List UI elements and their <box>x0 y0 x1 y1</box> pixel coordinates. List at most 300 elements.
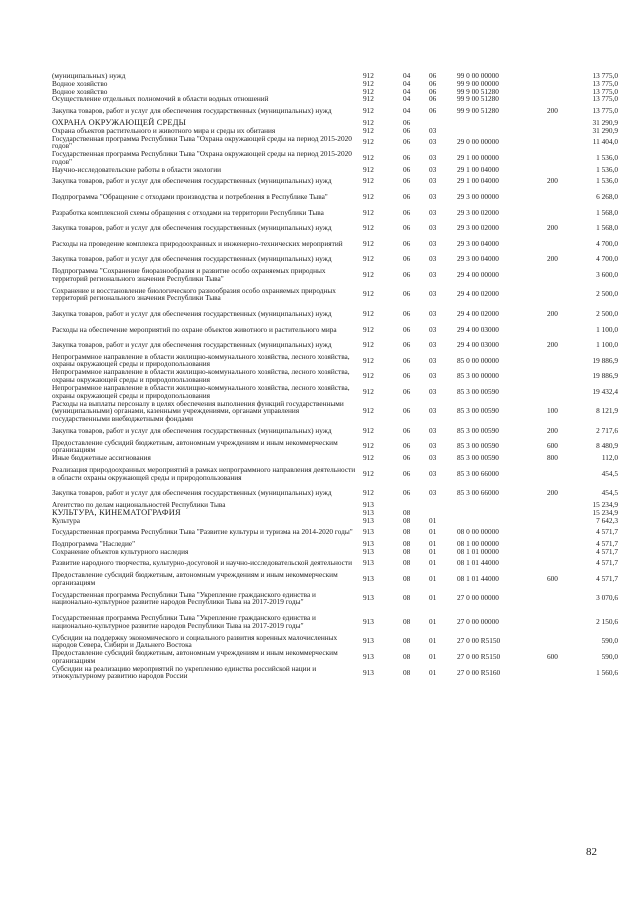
table-row <box>52 166 618 174</box>
row-amount: 1 100,0 <box>596 340 618 350</box>
row-ved-code: 913 <box>363 593 374 603</box>
table-row <box>52 524 618 540</box>
row-name: Культура <box>52 515 80 525</box>
row-name: (муниципальных) нужд <box>52 71 126 81</box>
row-expense-type-code: 800 <box>547 453 558 463</box>
row-subsection-code: 03 <box>429 453 437 463</box>
row-target-article-code <box>457 509 547 517</box>
row-ved-code: 913 <box>363 574 374 583</box>
row-section-code: 06 <box>403 137 411 147</box>
row-target-article-code: 29 4 00 02000 <box>457 308 499 318</box>
row-expense-type-code <box>547 150 575 166</box>
row-ved-code: 912 <box>363 269 374 279</box>
row-name: Развитие народного творчества, культурно-досуговой и научно-исследовательской деятельности <box>52 558 353 568</box>
row-ved-code: 912 <box>363 468 374 478</box>
row-amount: 13 775,0 <box>592 71 618 81</box>
row-section-code: 04 <box>403 94 411 104</box>
row-amount: 2 500,0 <box>596 308 618 318</box>
row-section-code: 06 <box>403 207 411 217</box>
row-target-article-code: 85 3 00 00590 <box>457 406 499 416</box>
row-name: Государственная программа Республики Тыва "Укрепление гражданского единства и национально-культурное развитие народов Республики Тыва на 2017-2019 годы" <box>52 613 316 630</box>
row-section-code: 06 <box>403 269 411 279</box>
row-subsection-code: 01 <box>429 558 437 568</box>
row-amount: 3 600,0 <box>596 269 618 279</box>
row-ved-code: 913 <box>363 636 374 646</box>
row-subsection-code: 03 <box>429 308 437 318</box>
row-section-code: 06 <box>403 371 411 381</box>
row-ved-code: 912 <box>363 453 374 463</box>
row-subsection-code: 03 <box>429 324 437 334</box>
row-expense-type-code <box>547 134 575 150</box>
row-name: Закупка товаров, работ и услуг для обеспечения государственных (муниципальных) нужд <box>52 254 332 264</box>
row-name: Иные бюджетные ассигнования <box>52 453 151 463</box>
row-ved-code: 912 <box>363 238 374 248</box>
row-subsection-code: 03 <box>429 238 437 248</box>
row-section-code: 08 <box>403 667 411 677</box>
table-row <box>52 454 618 462</box>
row-amount: 2 717,6 <box>596 425 618 435</box>
row-subsection-code: 03 <box>429 152 437 162</box>
row-expense-type-code: 200 <box>547 425 558 435</box>
row-subsection-code: 03 <box>429 406 437 416</box>
table-row <box>52 423 618 439</box>
row-section-code: 04 <box>403 86 411 96</box>
row-ved-code: 912 <box>363 308 374 318</box>
row-subsection-code: 03 <box>429 289 437 299</box>
row-target-article-code: 27 0 00 R5160 <box>457 667 501 677</box>
row-target-article-code <box>457 501 547 509</box>
row-target-article-code: 29 4 00 00000 <box>457 269 499 279</box>
row-target-article-code: 27 0 00 R5150 <box>457 636 501 646</box>
row-name: ОХРАНА ОКРУЖАЮЩЕЙ СРЕДЫ <box>52 117 187 127</box>
row-subsection-code: 01 <box>429 667 437 677</box>
row-name: Охрана объектов растительного и животного мира и среды их обитания <box>52 125 276 135</box>
row-amount: 590,0 <box>601 651 618 661</box>
row-name: Агентство по делам национальностей Республики Тыва <box>52 499 226 509</box>
row-expense-type-code: 100 <box>547 406 558 416</box>
row-name: Водное хозяйство <box>52 86 108 96</box>
row-ved-code: 912 <box>363 488 374 498</box>
row-subsection-code: 03 <box>429 254 437 264</box>
table-row <box>52 322 618 338</box>
row-section-code: 06 <box>403 488 411 498</box>
row-subsection-code: 01 <box>429 515 437 525</box>
row-target-article-code <box>457 127 547 135</box>
row-subsection-code <box>429 501 457 509</box>
row-target-article-code: 85 3 00 00000 <box>457 371 499 381</box>
row-target-article-code: 29 3 00 04000 <box>457 238 499 248</box>
row-section-code: 08 <box>403 515 411 525</box>
row-expense-type-code <box>547 72 575 80</box>
row-amount: 4 571,7 <box>596 574 618 583</box>
row-section-code: 06 <box>403 308 411 318</box>
row-expense-type-code <box>547 88 575 96</box>
row-section-code: 06 <box>403 152 411 162</box>
row-ved-code: 913 <box>363 499 374 509</box>
row-subsection-code: 01 <box>429 527 437 537</box>
table-row <box>52 306 618 322</box>
row-target-article-code: 29 3 00 02000 <box>457 207 499 217</box>
row-target-article-code: 29 1 00 00000 <box>457 152 499 162</box>
row-expense-type-code: 200 <box>547 176 558 186</box>
row-amount: 8 480,9 <box>596 441 618 451</box>
table-row <box>52 368 618 384</box>
row-section-code: 08 <box>403 651 411 661</box>
row-section-code: 08 <box>403 593 411 603</box>
table-row <box>52 399 618 422</box>
row-ved-code: 913 <box>363 538 374 548</box>
row-target-article-code: 08 1 01 44000 <box>457 558 499 568</box>
row-name: Непрограммное направление в области жилищно-коммунального хозяйства, лесного хозяйства, охраны окружающей среды и природопользования <box>52 367 350 385</box>
table-row <box>52 236 618 252</box>
row-expense-type-code: 600 <box>547 441 558 451</box>
row-amount: 4 700,0 <box>596 238 618 248</box>
row-section-code: 06 <box>403 355 411 365</box>
row-subsection-code: 06 <box>429 86 437 96</box>
row-amount: 13 775,0 <box>592 94 618 104</box>
table-row <box>52 649 618 665</box>
row-subsection-code: 01 <box>429 593 437 603</box>
row-name: Разработка комплексной схемы обращения с отходами на территории Республики Тыва <box>52 207 324 217</box>
row-amount: 4 571,7 <box>596 558 618 568</box>
row-target-article-code: 29 0 00 00000 <box>457 137 499 147</box>
row-ved-code: 913 <box>363 651 374 661</box>
row-amount: 1 536,0 <box>596 164 618 174</box>
row-amount: 4 571,7 <box>596 527 618 537</box>
row-subsection-code: 03 <box>429 125 437 135</box>
row-expense-type-code <box>547 267 575 283</box>
row-section-code: 06 <box>403 406 411 416</box>
row-ved-code: 912 <box>363 223 374 233</box>
table-row <box>52 267 618 283</box>
row-ved-code: 912 <box>363 289 374 299</box>
row-ved-code: 912 <box>363 71 374 81</box>
row-section-code: 06 <box>403 324 411 334</box>
row-amount: 11 404,0 <box>592 137 618 147</box>
row-amount: 2 500,0 <box>596 289 618 299</box>
row-name: Подпрограмма "Наследие" <box>52 538 136 548</box>
row-ved-code: 912 <box>363 176 374 186</box>
row-expense-type-code: 200 <box>547 340 558 350</box>
table-row <box>52 95 618 103</box>
row-expense-type-code <box>547 540 575 548</box>
row-ved-code: 912 <box>363 425 374 435</box>
row-subsection-code: 03 <box>429 176 437 186</box>
row-amount: 8 121,9 <box>596 406 618 416</box>
row-amount: 6 268,0 <box>596 191 618 201</box>
row-subsection-code: 06 <box>429 106 437 116</box>
row-target-article-code: 29 4 00 02000 <box>457 289 499 299</box>
table-row <box>52 633 618 649</box>
row-name: Государственная программа Республики Тыва "Укрепление гражданского единства и национально-культурное развитие народов Республики Тыва на 2017-2019 годы" <box>52 589 316 607</box>
row-section-code: 06 <box>403 254 411 264</box>
row-amount: 3 070,6 <box>596 593 618 603</box>
table-row <box>52 205 618 221</box>
table-row <box>52 72 618 80</box>
row-amount: 13 775,0 <box>592 78 618 88</box>
row-section-code: 06 <box>403 425 411 435</box>
row-ved-code: 912 <box>363 106 374 116</box>
row-expense-type-code: 200 <box>547 254 558 264</box>
row-amount: 454,5 <box>601 468 618 478</box>
row-subsection-code: 03 <box>429 191 437 201</box>
row-section-code: 08 <box>403 538 411 548</box>
table-row <box>52 80 618 88</box>
row-subsection-code: 03 <box>429 207 437 217</box>
table-row <box>52 438 618 454</box>
row-subsection-code: 03 <box>429 137 437 147</box>
row-subsection-code: 03 <box>429 340 437 350</box>
table-row <box>52 353 618 369</box>
row-subsection-code: 03 <box>429 371 437 381</box>
row-target-article-code: 27 0 00 00000 <box>457 616 499 626</box>
row-amount: 19 432,4 <box>592 386 618 396</box>
row-section-code: 06 <box>403 441 411 451</box>
row-section-code: 06 <box>403 191 411 201</box>
row-amount: 4 571,7 <box>596 538 618 548</box>
row-target-article-code: 08 1 00 00000 <box>457 538 499 548</box>
row-ved-code: 913 <box>363 546 374 556</box>
row-amount: 1 568,0 <box>596 207 618 217</box>
row-expense-type-code <box>547 509 575 517</box>
row-target-article-code: 85 3 00 00590 <box>457 441 499 451</box>
row-subsection-code: 01 <box>429 636 437 646</box>
row-amount: 1 536,0 <box>596 152 618 162</box>
row-amount: 19 886,9 <box>592 355 618 365</box>
row-subsection-code: 01 <box>429 574 437 583</box>
row-amount: 7 642,3 <box>596 515 618 525</box>
row-name: Расходы на обеспечение мероприятий по охране объектов животного и растительного мира <box>52 324 337 334</box>
row-target-article-code: 29 1 00 04000 <box>457 176 499 186</box>
table-row <box>52 134 618 150</box>
row-ved-code: 912 <box>363 207 374 217</box>
row-section-code: 08 <box>403 507 411 517</box>
row-name: Предоставление субсидий бюджетным, автономным учреждениям и иным некоммерческим организациям <box>52 648 338 665</box>
row-subsection-code: 03 <box>429 386 437 396</box>
row-amount: 112,0 <box>601 453 618 463</box>
row-ved-code: 912 <box>363 164 374 174</box>
row-expense-type-code <box>547 353 575 369</box>
row-target-article-code: 08 1 01 00000 <box>457 546 499 556</box>
row-section-code: 08 <box>403 546 411 556</box>
row-name: Закупка товаров, работ и услуг для обеспечения государственных (муниципальных) нужд <box>52 340 332 350</box>
row-name: Закупка товаров, работ и услуг для обеспечения государственных (муниципальных) нужд <box>52 223 332 233</box>
row-expense-type-code <box>547 236 575 252</box>
row-name: Субсидии на реализацию мероприятий по укреплению единства российской нации и этнокультурному развитию народов России <box>52 663 317 681</box>
row-section-code: 06 <box>403 238 411 248</box>
row-target-article-code <box>457 119 547 127</box>
table-row <box>52 548 618 556</box>
row-name: Государственная программа Республики Тыва "Развитие культуры и туризма на 2014-2020 годы" <box>52 527 353 537</box>
row-subsection-code: 03 <box>429 488 437 498</box>
budget-table <box>52 72 618 680</box>
row-target-article-code: 99 9 00 00000 <box>457 78 499 88</box>
row-target-article-code <box>457 516 547 524</box>
table-row <box>52 665 618 681</box>
row-target-article-code: 85 3 00 00590 <box>457 386 499 396</box>
row-ved-code: 912 <box>363 406 374 416</box>
row-ved-code: 912 <box>363 386 374 396</box>
table-row <box>52 610 618 633</box>
row-expense-type-code: 200 <box>547 488 558 498</box>
row-expense-type-code <box>547 368 575 384</box>
row-amount: 1 568,0 <box>596 223 618 233</box>
row-expense-type-code <box>547 501 575 509</box>
row-section-code: 06 <box>403 125 411 135</box>
row-section-code: 08 <box>403 574 411 583</box>
row-target-article-code: 85 3 00 66000 <box>457 468 499 478</box>
row-name: Научно-исследовательские работы в области экологии <box>52 164 222 174</box>
row-ved-code: 912 <box>363 340 374 350</box>
row-expense-type-code: 200 <box>547 308 558 318</box>
row-section-code: 04 <box>403 106 411 116</box>
row-section-code: 06 <box>403 223 411 233</box>
row-ved-code: 912 <box>363 355 374 365</box>
row-subsection-code: 01 <box>429 538 437 548</box>
row-expense-type-code: 600 <box>547 651 558 661</box>
row-expense-type-code: 600 <box>547 574 558 583</box>
row-target-article-code: 08 0 00 00000 <box>457 527 499 537</box>
row-ved-code: 912 <box>363 152 374 162</box>
row-expense-type-code <box>547 384 575 400</box>
row-expense-type-code <box>547 548 575 556</box>
row-amount: 590,0 <box>601 636 618 646</box>
row-amount: 454,5 <box>601 488 618 498</box>
row-name: КУЛЬТУРА, КИНЕМАТОГРАФИЯ <box>52 507 181 517</box>
row-target-article-code: 99 9 00 51280 <box>457 106 499 116</box>
row-ved-code: 912 <box>363 191 374 201</box>
row-subsection-code: 03 <box>429 425 437 435</box>
row-ved-code: 912 <box>363 125 374 135</box>
row-subsection-code: 06 <box>429 78 437 88</box>
row-amount: 15 234,9 <box>592 507 618 517</box>
row-expense-type-code <box>547 119 575 127</box>
row-expense-type-code <box>547 610 575 633</box>
row-name: Непрограммное направление в области жилищно-коммунального хозяйства, лесного хозяйства, охраны окружающей среды и природопользования <box>52 351 350 369</box>
row-ved-code: 912 <box>363 324 374 334</box>
row-section-code: 06 <box>403 453 411 463</box>
row-amount: 1 100,0 <box>596 324 618 334</box>
table-row <box>52 189 618 205</box>
row-name: Субсидии на поддержку экономического и социального развития коренных малочисленных народов Севера, Сибири и Дальнего Востока <box>52 632 338 650</box>
row-name: Водное хозяйство <box>52 78 108 88</box>
row-ved-code: 913 <box>363 667 374 677</box>
table-row <box>52 485 618 501</box>
row-expense-type-code <box>547 322 575 338</box>
row-target-article-code: 99 9 00 51280 <box>457 94 499 104</box>
row-target-article-code: 85 3 00 00590 <box>457 425 499 435</box>
row-expense-type-code: 200 <box>547 106 558 116</box>
row-target-article-code: 29 3 00 00000 <box>457 191 499 201</box>
row-section-code: 06 <box>403 176 411 186</box>
row-expense-type-code <box>547 665 575 681</box>
row-ved-code: 913 <box>363 515 374 525</box>
row-name: Расходы на выплаты персоналу в целях обеспечения выполнения функций государственными (муниципальными) органами, казенными учреждениями, органами управления государственными внебюджетными фондами <box>52 398 344 423</box>
row-amount: 13 775,0 <box>592 86 618 96</box>
row-amount: 31 290,9 <box>592 117 618 127</box>
row-amount: 19 886,9 <box>592 371 618 381</box>
row-section-code: 06 <box>403 164 411 174</box>
row-section-code: 04 <box>403 78 411 88</box>
page-number: 82 <box>586 846 597 858</box>
row-name: Закупка товаров, работ и услуг для обеспечения государственных (муниципальных) нужд <box>52 425 332 435</box>
row-subsection-code: 03 <box>429 269 437 279</box>
row-subsection-code: 03 <box>429 355 437 365</box>
row-expense-type-code <box>547 283 575 306</box>
table-body <box>52 72 618 680</box>
row-expense-type-code <box>547 80 575 88</box>
row-section-code: 06 <box>403 340 411 350</box>
row-expense-type-code <box>547 462 575 485</box>
table-row <box>52 103 618 119</box>
row-target-article-code: 99 9 00 51280 <box>457 86 499 96</box>
row-ved-code: 912 <box>363 254 374 264</box>
row-subsection-code: 06 <box>429 71 437 81</box>
row-section-code: 04 <box>403 71 411 81</box>
row-section-code: 06 <box>403 117 411 127</box>
row-name: Сохранение объектов культурного наследия <box>52 546 189 556</box>
row-amount: 13 775,0 <box>592 106 618 116</box>
row-amount: 4 571,7 <box>596 546 618 556</box>
row-section-code: 08 <box>403 616 411 626</box>
row-name: Закупка товаров, работ и услуг для обеспечения государственных (муниципальных) нужд <box>52 176 332 186</box>
row-subsection-code: 01 <box>429 546 437 556</box>
table-row <box>52 251 618 267</box>
row-name: Непрограммное направление в области жилищно-коммунального хозяйства, лесного хозяйства, охраны окружающей среды и природопользования <box>52 383 350 400</box>
row-ved-code: 912 <box>363 78 374 88</box>
row-subsection-code: 01 <box>429 651 437 661</box>
row-ved-code: 912 <box>363 137 374 147</box>
row-ved-code: 912 <box>363 86 374 96</box>
row-target-article-code: 29 3 00 04000 <box>457 254 499 264</box>
row-subsection-code: 03 <box>429 223 437 233</box>
table-row <box>52 337 618 353</box>
row-name: Предоставление субсидий бюджетным, автономным учреждениям и иным некоммерческим организациям <box>52 437 338 455</box>
row-expense-type-code <box>547 166 575 174</box>
row-section-code: 06 <box>403 468 411 478</box>
table-row <box>52 555 618 571</box>
row-expense-type-code <box>547 516 575 524</box>
row-name: Сохранение и восстановление биологического разнообразия особо охраняемых природных территорий регионального значения Республики Тыва <box>52 285 336 303</box>
table-row <box>52 587 618 610</box>
table-row <box>52 384 618 400</box>
row-amount: 1 560,6 <box>596 667 618 677</box>
row-name: Закупка товаров, работ и услуг для обеспечения государственных (муниципальных) нужд <box>52 308 332 318</box>
row-target-article-code: 29 3 00 02000 <box>457 223 499 233</box>
table-row <box>52 150 618 166</box>
row-subsection-code: 06 <box>429 94 437 104</box>
row-expense-type-code: 200 <box>547 223 558 233</box>
row-target-article-code: 08 1 01 44000 <box>457 574 499 583</box>
row-target-article-code: 85 3 00 66000 <box>457 488 499 498</box>
row-ved-code: 912 <box>363 94 374 104</box>
row-subsection-code: 03 <box>429 468 437 478</box>
row-expense-type-code <box>547 127 575 135</box>
row-target-article-code: 99 0 00 00000 <box>457 71 499 81</box>
table-row <box>52 462 618 485</box>
table-row <box>52 516 618 524</box>
row-name: Реализация природоохранных мероприятий в рамках непрограммного направления деятельности в области охраны окружающей среды и природопользования <box>52 464 356 482</box>
row-ved-code: 912 <box>363 441 374 451</box>
row-target-article-code: 27 0 00 00000 <box>457 593 499 603</box>
table-row <box>52 509 618 517</box>
table-row <box>52 220 618 236</box>
row-name: Закупка товаров, работ и услуг для обеспечения государственных (муниципальных) нужд <box>52 106 332 116</box>
row-name: Предоставление субсидий бюджетным, автономным учреждениям и иным некоммерческим организациям <box>52 570 338 587</box>
row-amount: 1 536,0 <box>596 176 618 186</box>
table-row <box>52 283 618 306</box>
row-subsection-code: 01 <box>429 616 437 626</box>
